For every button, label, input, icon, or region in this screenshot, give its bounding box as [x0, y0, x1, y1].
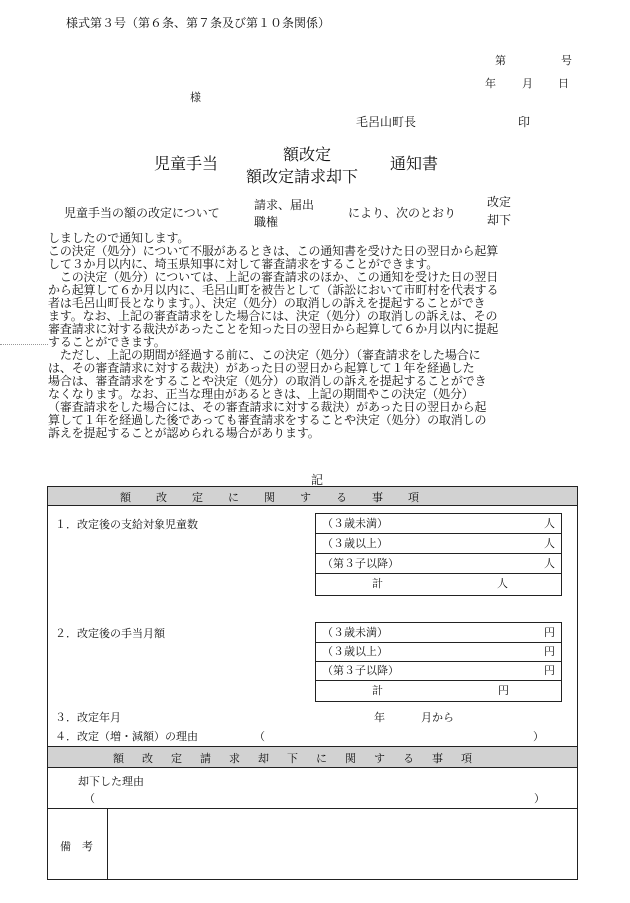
item3-year: 年 — [374, 711, 385, 724]
remarks-divider — [48, 808, 577, 809]
reject-reason-label: 却下した理由 — [78, 775, 144, 788]
item3-month: 月から — [421, 711, 454, 724]
children-row-unit: 人 — [544, 557, 555, 570]
section1-header-divider — [48, 505, 577, 506]
amount-row — [316, 661, 561, 681]
margin-dotted-line — [0, 344, 48, 345]
title-left: 児童手当 — [154, 154, 219, 173]
amount-row — [316, 642, 561, 662]
date-month: 月 — [522, 77, 533, 90]
intro-part1: 児童手当の額の改定について — [64, 206, 220, 220]
notice-line: から起算して６か月以内に、毛呂山町を被告として（訴訟において市町村を代表する — [48, 283, 499, 297]
children-total-unit: 人 — [497, 577, 508, 590]
amount-row-label: （３歳以上） — [322, 645, 388, 658]
reject-reason-close: ） — [534, 792, 545, 805]
notice-line: することができます。 — [48, 335, 166, 349]
item4-open: （ — [254, 730, 265, 743]
amount-row — [316, 623, 561, 643]
notice-line: （審査請求をした場合には、その審査請求に対する裁決）があった日の翌日から起 — [48, 400, 487, 414]
section2-header: 額改定請求却下に関する事項 — [113, 752, 490, 765]
children-row-label: （第３子以降） — [322, 557, 399, 570]
children-row — [316, 534, 561, 554]
title-mid-bottom: 額改定請求却下 — [246, 167, 359, 186]
children-count-box — [315, 513, 562, 596]
date-day: 日 — [558, 77, 569, 90]
remarks-vertical-divider — [107, 808, 108, 879]
intro-part2: により、次のとおり — [348, 206, 457, 220]
title-mid-top: 額改定 — [283, 145, 332, 164]
ki-label: 記 — [311, 473, 324, 487]
amount-row-unit: 円 — [544, 645, 555, 658]
monthly-amount-box — [315, 622, 562, 702]
notice-line: 訴えを提起することが認められる場合があります。 — [48, 426, 320, 440]
amount-row-label: （第３子以降） — [322, 664, 399, 677]
section1-header: 額改定に関する事項 — [120, 491, 444, 504]
children-row-unit: 人 — [544, 517, 555, 530]
amount-row-label: （３歳未満） — [322, 626, 388, 639]
notice-line: 算して１年を経過した後であっても審査請求をすることや決定（処分）の取消しの — [48, 413, 487, 427]
date-year: 年 — [485, 77, 496, 90]
intro-choice-bottom: 職権 — [254, 215, 279, 229]
form-number: 様式第３号（第６条、第７条及び第１０条関係） — [66, 16, 331, 30]
children-row — [316, 514, 561, 534]
notice-line: ます。なお、上記の審査請求をした場合には、決定（処分）の取消しの訴えは、その — [48, 309, 498, 323]
notice-line: 場合は、審査請求をすることや決定（処分）の取消しの訴えを提起することができ — [48, 374, 487, 388]
title-right: 通知書 — [390, 154, 439, 173]
amount-row-unit: 円 — [544, 664, 555, 677]
amount-total-label: 計 — [372, 684, 383, 697]
amount-row-unit: 円 — [544, 626, 555, 639]
seal-mark: 印 — [518, 115, 531, 129]
addressee-sama: 様 — [190, 91, 201, 104]
reject-reason-open: （ — [84, 792, 95, 805]
item2-label: ２．改定後の手当月額 — [55, 627, 165, 640]
children-total-row — [316, 574, 561, 593]
children-total-label: 計 — [372, 577, 383, 590]
children-row — [316, 554, 561, 574]
mayor-name: 毛呂山町長 — [356, 115, 417, 129]
children-row-unit: 人 — [544, 537, 555, 550]
intro-choice-top: 請求、届出 — [254, 198, 315, 212]
notice-line: しましたので通知します。 — [48, 231, 190, 245]
item4-label: ４．改定（増・減額）の理由 — [55, 730, 198, 743]
children-row-label: （３歳以上） — [322, 537, 388, 550]
amount-total-unit: 円 — [498, 684, 509, 697]
intro-choice2-bottom: 却下 — [487, 213, 512, 227]
notice-line: なくなります。なお、正当な理由があるときは、上記の期間やこの決定（処分） — [48, 387, 474, 401]
item4-close: ） — [533, 730, 544, 743]
number-go: 号 — [561, 54, 572, 67]
children-row-label: （３歳未満） — [322, 517, 388, 530]
notice-line: は、その審査請求に対する裁決）があった日の翌日から起算して１年を経過した — [48, 361, 475, 375]
amount-total-row — [316, 681, 561, 700]
item3-label: ３．改定年月 — [55, 711, 121, 724]
notice-line: ただし、上記の期間が経過する前に、この決定（処分）（審査請求をした場合に — [48, 348, 481, 362]
notice-line: この決定（処分）について不服があるときは、この通知書を受けた日の翌日から起算 — [48, 244, 499, 258]
number-dai: 第 — [495, 54, 506, 67]
notice-line: この決定（処分）については、上記の審査請求のほか、この通知を受けた日の翌日 — [48, 270, 499, 284]
notice-line: 審査請求に対する裁決があったことを知った日の翌日から起算して６か月以内に提起 — [48, 322, 499, 336]
notice-line: して３か月以内に、埼玉県知事に対して審査請求をすることができます。 — [48, 257, 439, 271]
remarks-label: 備 考 — [60, 840, 93, 853]
notice-line: 者は毛呂山町長となります。）、決定（処分）の取消しの訴えを提起することができ — [48, 296, 486, 310]
section2-header-divider — [48, 767, 577, 768]
item1-label: １．改定後の支給対象児童数 — [55, 518, 198, 531]
intro-choice2-top: 改定 — [487, 195, 512, 209]
